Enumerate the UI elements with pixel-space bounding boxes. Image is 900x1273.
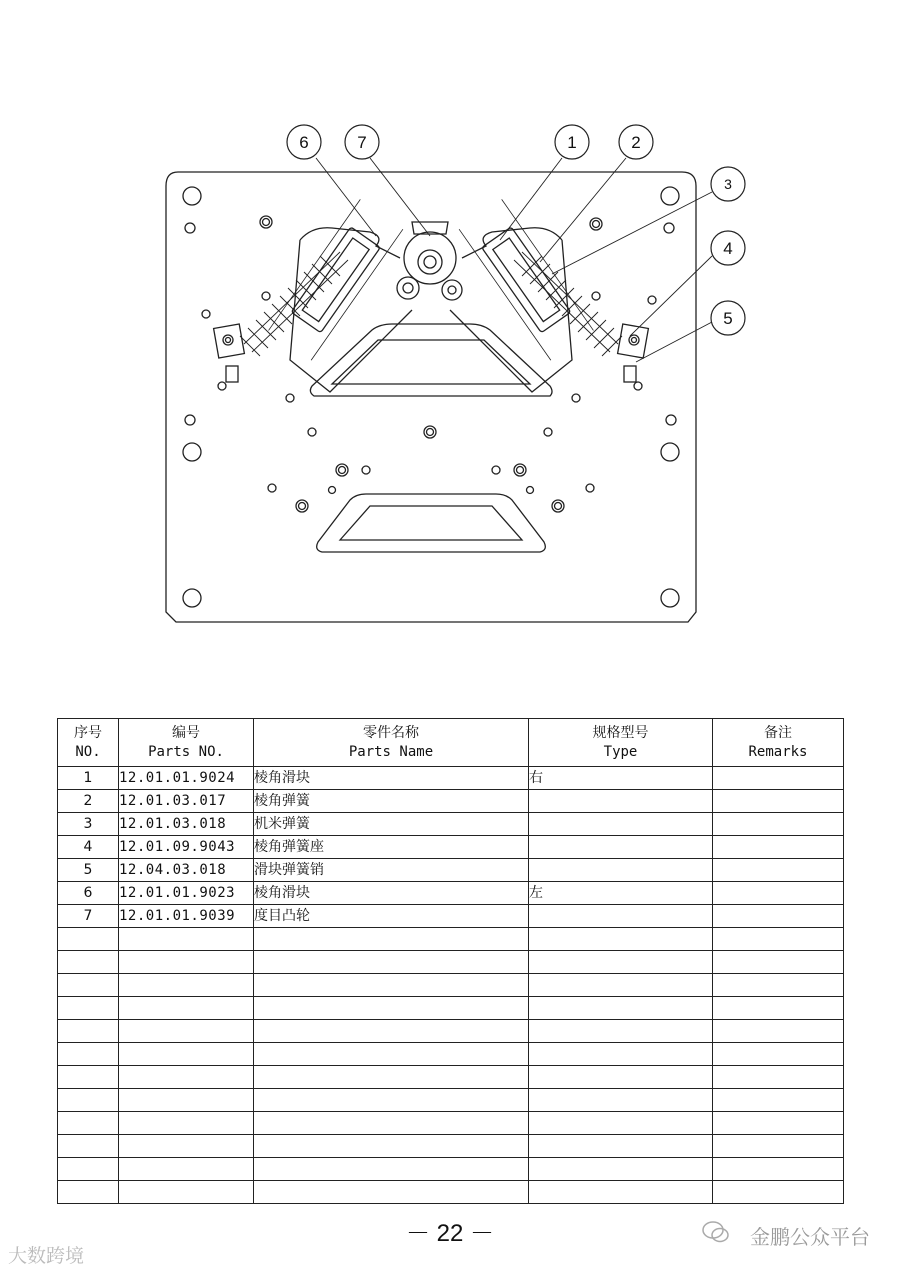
cell-empty: [529, 951, 713, 974]
cell-empty: [713, 951, 844, 974]
cell-code: 12.01.03.018: [119, 813, 254, 836]
cell-empty: [529, 1020, 713, 1043]
table-row-empty: [58, 1089, 844, 1112]
callout-1: 1: [567, 133, 577, 152]
table-row-empty: [58, 951, 844, 974]
table-row-empty: [58, 1112, 844, 1135]
cell-empty: [713, 974, 844, 997]
cell-type: 右: [529, 767, 713, 790]
cell-empty: [58, 928, 119, 951]
callout-4: 4: [723, 239, 733, 258]
right-spring: [514, 252, 622, 356]
table-row-empty: [58, 1181, 844, 1204]
table-row-empty: [58, 974, 844, 997]
cell-empty: [254, 1020, 529, 1043]
callout-5: 5: [723, 309, 733, 328]
table-row-empty: [58, 997, 844, 1020]
cell-empty: [58, 951, 119, 974]
cell-no: 6: [58, 882, 119, 905]
cell-remarks: [713, 859, 844, 882]
cell-empty: [119, 928, 254, 951]
header-remarks: 备注 Remarks: [713, 719, 844, 767]
cell-name: 棱角弹簧座: [254, 836, 529, 859]
cell-empty: [254, 1066, 529, 1089]
cell-empty: [119, 1066, 254, 1089]
cell-empty: [713, 1112, 844, 1135]
cell-remarks: [713, 905, 844, 928]
header-parts-no: 编号 Parts NO.: [119, 719, 254, 767]
table-row: [58, 836, 844, 859]
cell-name: 度目凸轮: [254, 905, 529, 928]
cell-empty: [254, 928, 529, 951]
page-number: － 22 －: [405, 1220, 495, 1247]
base-plate: [166, 172, 696, 622]
cell-empty: [254, 1158, 529, 1181]
cell-name: 滑块弹簧销: [254, 859, 529, 882]
wechat-icon: [702, 1221, 730, 1243]
cell-type: [529, 859, 713, 882]
upper-slot: [310, 324, 552, 396]
cell-empty: [119, 997, 254, 1020]
cell-empty: [119, 1135, 254, 1158]
cell-empty: [254, 1043, 529, 1066]
cell-empty: [119, 951, 254, 974]
cell-no: 7: [58, 905, 119, 928]
header-parts-name: 零件名称 Parts Name: [254, 719, 529, 767]
cell-empty: [58, 1066, 119, 1089]
table-row: [58, 905, 844, 928]
cell-remarks: [713, 767, 844, 790]
center-cam: [397, 222, 462, 300]
table-row-empty: [58, 1020, 844, 1043]
cell-empty: [119, 1020, 254, 1043]
cell-empty: [713, 1066, 844, 1089]
cell-empty: [119, 974, 254, 997]
parts-table: [57, 718, 844, 1204]
cell-empty: [254, 1112, 529, 1135]
table-row: [58, 859, 844, 882]
table-row-empty: [58, 1043, 844, 1066]
cell-empty: [713, 1135, 844, 1158]
cell-empty: [529, 997, 713, 1020]
right-slider-assembly: [459, 199, 593, 360]
cell-code: 12.01.01.9023: [119, 882, 254, 905]
cell-type: [529, 790, 713, 813]
cell-code: 12.01.09.9043: [119, 836, 254, 859]
table-row-empty: [58, 928, 844, 951]
cell-remarks: [713, 836, 844, 859]
cell-no: 3: [58, 813, 119, 836]
cell-type: [529, 813, 713, 836]
cell-remarks: [713, 882, 844, 905]
callout-3: 3: [724, 176, 732, 192]
cell-empty: [119, 1043, 254, 1066]
left-spring: [240, 252, 348, 356]
cell-empty: [58, 1135, 119, 1158]
cell-empty: [529, 1089, 713, 1112]
callout-6: 6: [299, 133, 309, 152]
cell-type: [529, 836, 713, 859]
cell-empty: [58, 1112, 119, 1135]
cell-empty: [529, 1135, 713, 1158]
cell-type: 左: [529, 882, 713, 905]
cell-name: 棱角弹簧: [254, 790, 529, 813]
cell-empty: [254, 1181, 529, 1204]
cell-empty: [529, 1043, 713, 1066]
cell-empty: [713, 1181, 844, 1204]
table-header-row: [58, 719, 844, 767]
cell-name: 棱角滑块: [254, 767, 529, 790]
cell-empty: [58, 1158, 119, 1181]
cell-empty: [254, 997, 529, 1020]
callout-2: 2: [631, 133, 641, 152]
table-row: [58, 767, 844, 790]
cell-empty: [254, 1135, 529, 1158]
cell-empty: [713, 1020, 844, 1043]
cell-empty: [58, 1020, 119, 1043]
cell-empty: [529, 1181, 713, 1204]
cell-empty: [713, 1089, 844, 1112]
cell-no: 5: [58, 859, 119, 882]
cell-empty: [254, 974, 529, 997]
cell-empty: [713, 1043, 844, 1066]
cell-empty: [58, 1043, 119, 1066]
cell-no: 1: [58, 767, 119, 790]
cell-empty: [58, 997, 119, 1020]
cell-no: 2: [58, 790, 119, 813]
cell-empty: [58, 1089, 119, 1112]
cell-code: 12.04.03.018: [119, 859, 254, 882]
cell-code: 12.01.03.017: [119, 790, 254, 813]
cell-remarks: [713, 813, 844, 836]
cell-empty: [529, 928, 713, 951]
table-row-empty: [58, 1135, 844, 1158]
left-slider-assembly: [269, 199, 403, 360]
cell-name: 机米弹簧: [254, 813, 529, 836]
cell-empty: [529, 1112, 713, 1135]
cell-no: 4: [58, 836, 119, 859]
cell-empty: [529, 974, 713, 997]
cell-code: 12.01.01.9024: [119, 767, 254, 790]
cell-code: 12.01.01.9039: [119, 905, 254, 928]
cell-empty: [119, 1181, 254, 1204]
cell-type: [529, 905, 713, 928]
cell-remarks: [713, 790, 844, 813]
lower-slot: [317, 494, 546, 552]
table-row: [58, 813, 844, 836]
header-type: 规格型号 Type: [529, 719, 713, 767]
left-spring-seat: [214, 324, 245, 390]
header-no: 序号 NO.: [58, 719, 119, 767]
callout-7: 7: [357, 133, 367, 152]
table-row-empty: [58, 1066, 844, 1089]
cell-name: 棱角滑块: [254, 882, 529, 905]
cell-empty: [529, 1158, 713, 1181]
cell-empty: [713, 997, 844, 1020]
table-row: [58, 882, 844, 905]
cell-empty: [254, 951, 529, 974]
watermark-left: 大数跨境: [8, 1245, 85, 1267]
cell-empty: [254, 1089, 529, 1112]
cell-empty: [58, 974, 119, 997]
watermark-right: 金鹏公众平台: [750, 1225, 870, 1249]
cell-empty: [529, 1066, 713, 1089]
cell-empty: [713, 928, 844, 951]
cell-empty: [119, 1089, 254, 1112]
table-row-empty: [58, 1158, 844, 1181]
cell-empty: [58, 1181, 119, 1204]
cell-empty: [713, 1158, 844, 1181]
cell-empty: [119, 1158, 254, 1181]
table-row: [58, 790, 844, 813]
right-spring-seat: [618, 324, 649, 390]
cell-empty: [119, 1112, 254, 1135]
